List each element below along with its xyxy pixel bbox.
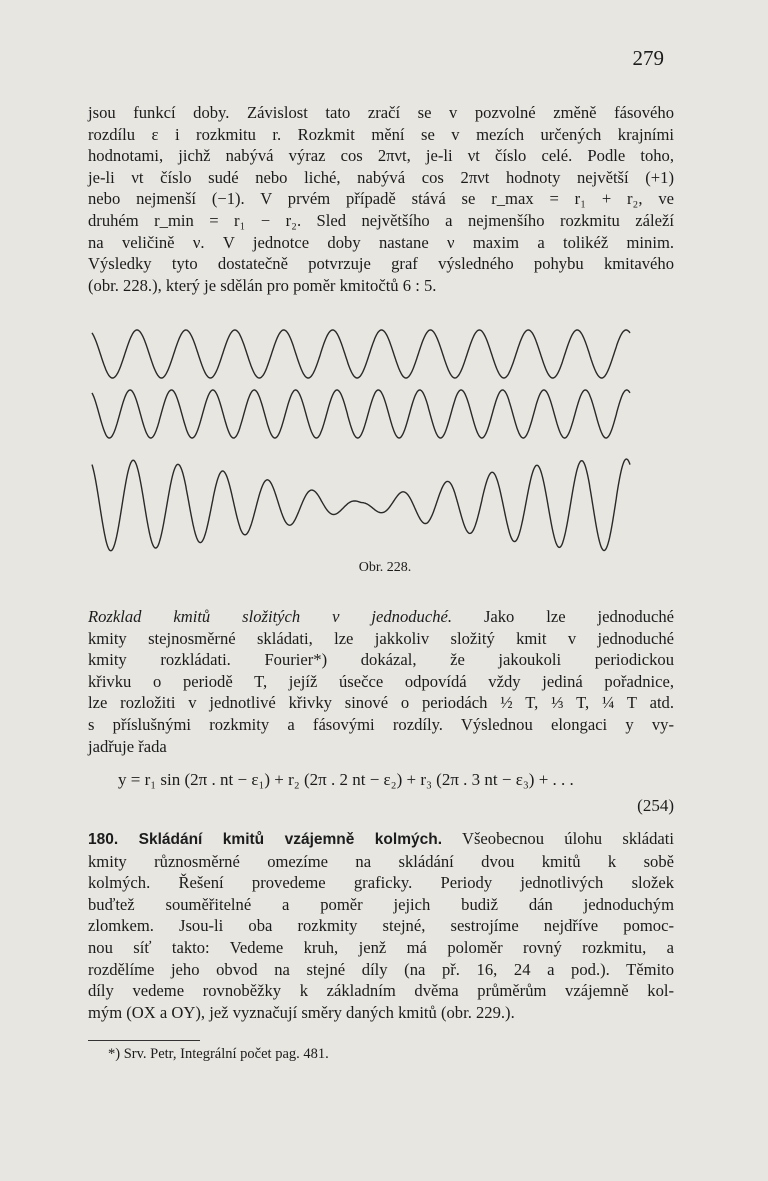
equation-254: y = r₁ sin (2π . nt − ε₁) + r₂ (2π . 2 nt − ε₂) + r₃ (2π . 3 nt − ε₃) + . . . (118, 770, 574, 789)
text-line: s příslušnými rozkmity a fásovými rozdíly. Výslednou elongaci y vy- (88, 714, 674, 734)
text-line: Všeobecnou úlohu skládati (461, 829, 674, 848)
footnote-rule (88, 1040, 200, 1041)
text-line: lze rozložiti v jednotlivé křivky sinové o periodách ½ T, ⅓ T, ¼ T atd. (88, 693, 674, 713)
text-line: Jako lze jednoduché (483, 607, 674, 626)
text-line: je-li νt číslo sudé nebo liché, nabývá cos 2πνt hodnoty největší (+1) (88, 167, 674, 187)
text-line: (obr. 228.), který je sdělán pro poměr kmitočtů 6 : 5. (88, 275, 437, 295)
text-line: kmity rozkládati. Fourier*) dokázal, že jakoukoli periodickou (88, 650, 674, 670)
text-line: křivku o periodě T, jejíž úsečce odpovídá vždy jediná pořadnice, (88, 671, 674, 691)
page-number: 279 (632, 46, 664, 70)
text-line: na veličině ν. V jednotce doby nastane ν maxim a tolikéž minim. (88, 232, 674, 252)
equation-number: (254) (637, 796, 674, 815)
section-heading: 180. Skládání kmitů vzájemně kolmých. (88, 831, 442, 848)
text-line: jsou funkcí doby. Závislost tato zračí se v pozvolné změně fásového (88, 103, 674, 122)
wave-curve-3 (92, 459, 630, 551)
text-line: kolmých. Řešení provedeme graficky. Periody jednotlivých složek (88, 873, 674, 893)
paragraph-fourier (88, 606, 674, 757)
figure-caption: Obr. 228. (358, 560, 412, 575)
wave-curve-1 (92, 330, 630, 378)
text-line: mým (OX a OY), jež vyznačují směry daných kmitů (obr. 229.). (88, 1002, 515, 1022)
paragraph-fourier-title: Rozklad kmitů složitých v jednoduché. (88, 607, 453, 626)
footnote: *) Srv. Petr, Integrální počet pag. 481. (108, 1046, 329, 1062)
text-line: buďtež souměřitelné a poměr jejich budiž dán jednoduchým (88, 894, 674, 914)
text-line: kmity různosměrné omezíme na skládání dvou kmitů k sobě (88, 851, 674, 871)
text-line: druhém r_min = r₁ − r₂. Sled největšího a nejmenšího rozkmitu záleží (88, 210, 674, 230)
text-line: Výsledky tyto dostatečně potvrzuje graf výsledného pohybu kmitavého (88, 254, 674, 274)
text-line: díly vedeme rovnoběžky k základním dvěma průměrům vzájemně kol- (88, 981, 674, 1001)
text-line: kmity stejnosměrné skládati, lze jakkoliv složitý kmit v jednoduché (88, 628, 674, 648)
text-line: zlomkem. Jsou-li oba rozkmity stejné, sestrojíme nejdříve pomoc- (88, 916, 674, 936)
text-line: rozdílu ε i rozkmitu r. Rozkmit mění se v mezích určených krajními (88, 124, 674, 144)
text-line: nebo nejmenší (−1). V prvém případě stává se r_max = r₁ + r₂, ve (88, 189, 674, 209)
wave-curve-2 (92, 390, 630, 438)
section-180 (88, 828, 674, 1023)
text-line: nou síť takto: Vedeme kruh, jenž má poloměr rovný rozkmitu, a (88, 937, 674, 957)
text-line: hodnotami, jichž nabývá výraz cos 2πνt, je-li νt číslo celé. Podle toho, (88, 146, 674, 166)
text-line: rozdělíme jeho obvod na stejné díly (na př. 16, 24 a pod.). Těmito (88, 959, 674, 979)
text-line: jadřuje řada (88, 736, 167, 756)
